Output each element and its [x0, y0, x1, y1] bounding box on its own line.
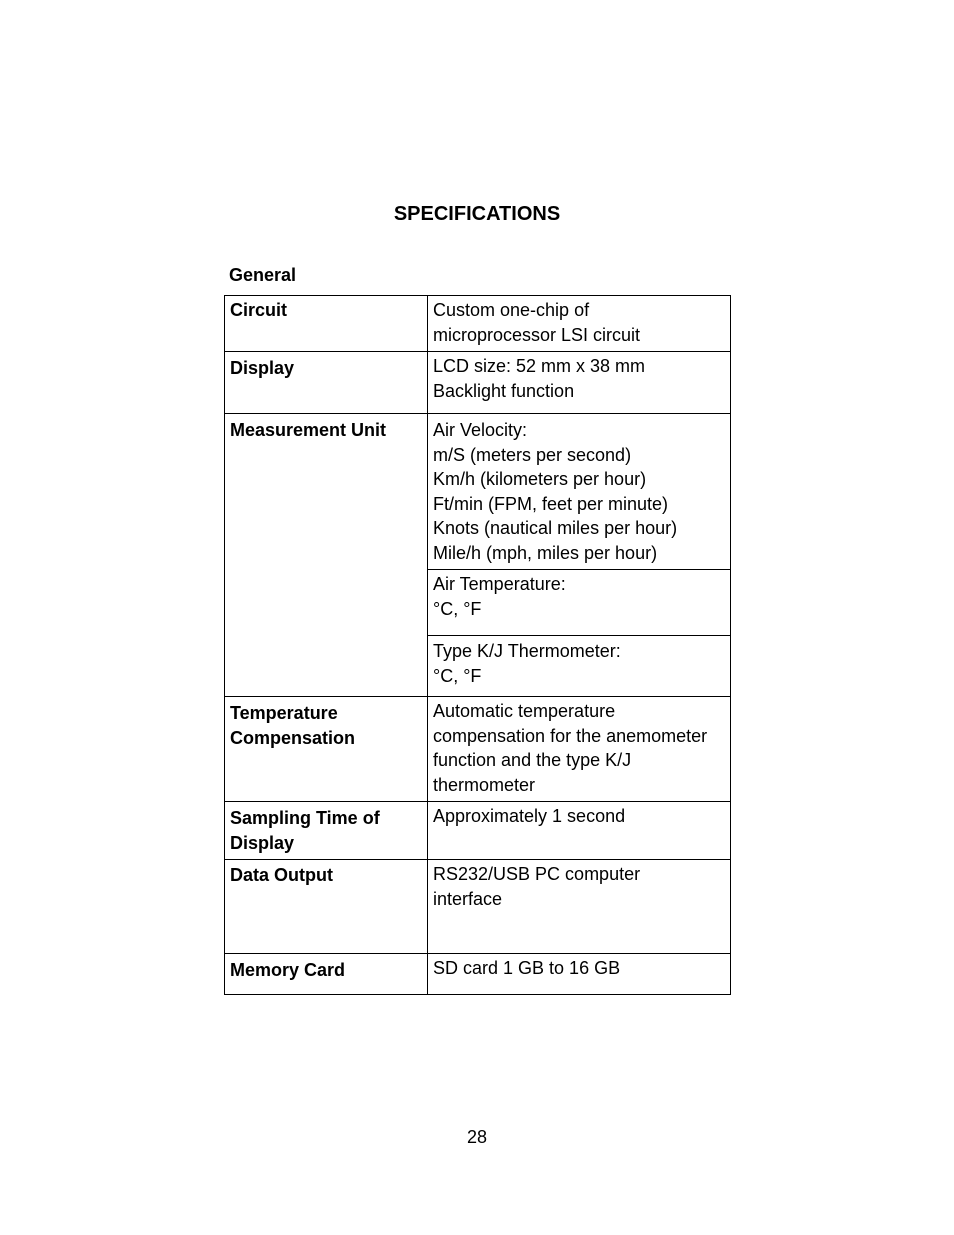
- value-line: Backlight function: [433, 380, 575, 401]
- row-value: [428, 954, 731, 995]
- value-line: Automatic temperature: [433, 701, 616, 721]
- row-label: [225, 414, 428, 697]
- value-line: RS232/USB PC computer: [433, 864, 641, 884]
- label-line: Sampling Time of: [230, 808, 380, 828]
- row-label: [225, 802, 428, 860]
- value-line: Custom one-chip of: [433, 300, 590, 320]
- value-line: °C, °F: [433, 665, 482, 686]
- row-label: [225, 352, 428, 414]
- label-line: Memory Card: [230, 960, 346, 980]
- page-number: 28: [466, 1127, 488, 1147]
- value-line: Air Temperature:: [433, 574, 566, 594]
- specifications-table: [224, 295, 731, 995]
- row-value: [428, 860, 731, 954]
- row-label: [225, 296, 428, 352]
- table-row-sampling-time: [225, 802, 731, 860]
- value-line: Mile/h (mph, miles per hour): [433, 542, 658, 563]
- row-value: [428, 570, 731, 636]
- value-line: Km/h (kilometers per hour): [433, 469, 647, 489]
- value-line: Air Velocity:: [433, 420, 528, 440]
- row-value: [428, 697, 731, 802]
- table-row-circuit: [225, 296, 731, 352]
- label-line: Circuit: [230, 300, 288, 320]
- value-line: °C, °F: [433, 598, 482, 619]
- value-line: function and the type K/J: [433, 750, 632, 770]
- table-row-display: [225, 352, 731, 414]
- section-heading: General: [229, 265, 297, 285]
- table-row-measurement-air-velocity: [225, 414, 731, 570]
- value-line: Approximately 1 second: [433, 806, 626, 826]
- row-value: [428, 296, 731, 352]
- label-line: Compensation: [230, 727, 356, 748]
- label-line: Temperature: [230, 703, 338, 723]
- value-line: SD card 1 GB to 16 GB: [433, 958, 621, 978]
- value-line: Ft/min (FPM, feet per minute): [433, 493, 669, 514]
- value-line: interface: [433, 888, 503, 909]
- value-line: microprocessor LSI circuit: [433, 324, 641, 345]
- table-row-data-output: [225, 860, 731, 954]
- table-row-memory-card: [225, 954, 731, 995]
- label-line: Display: [230, 358, 295, 378]
- row-value: [428, 636, 731, 697]
- value-line: compensation for the anemometer: [433, 725, 708, 746]
- value-line: m/S (meters per second): [433, 444, 632, 465]
- row-value: [428, 802, 731, 860]
- label-line: Data Output: [230, 865, 333, 885]
- table-row-temperature-compensation: [225, 697, 731, 802]
- value-line: thermometer: [433, 774, 536, 795]
- label-line: Measurement Unit: [230, 420, 387, 440]
- row-label: [225, 954, 428, 995]
- value-line: Type K/J Thermometer:: [433, 641, 621, 661]
- label-line: Display: [230, 832, 295, 853]
- value-line: Knots (nautical miles per hour): [433, 518, 678, 538]
- row-value: [428, 352, 731, 414]
- row-label: [225, 697, 428, 802]
- page-title: SPECIFICATIONS: [393, 203, 561, 225]
- row-label: [225, 860, 428, 954]
- row-value: [428, 414, 731, 570]
- value-line: LCD size: 52 mm x 38 mm: [433, 356, 646, 376]
